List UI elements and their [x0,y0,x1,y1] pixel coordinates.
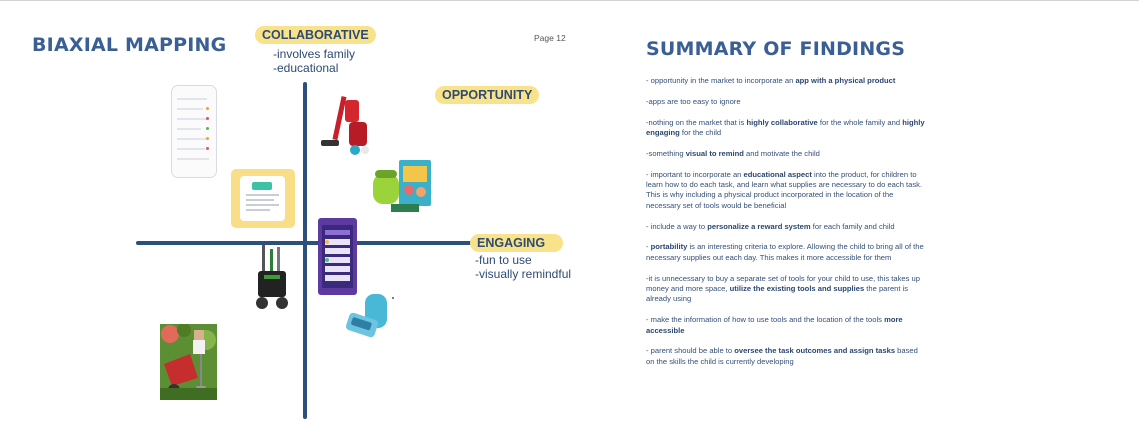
opportunity-label: OPPORTUNITY [435,86,539,104]
blue-device-image [345,294,397,340]
finding-item: - opportunity in the market to incorporate an app with a physical product [646,76,896,85]
garden-tool-cart-image [250,245,292,311]
collaborative-label: COLLABORATIVE [255,26,376,44]
learning-kit-image [369,160,435,217]
collaborative-note-1: -involves family [273,47,356,61]
finding-item: -apps are too easy to ignore [646,96,741,106]
top-border [0,0,1139,1]
engaging-note-1: -fun to use [475,253,532,267]
biaxial-mapping-title: BIAXIAL MAPPING [32,34,227,56]
tablet-app-image [231,169,295,228]
phone-app-image [171,85,217,178]
finding-item: - parent should be able to oversee the task outcomes and assign tasks based on the skills the child is currently developing [646,346,918,366]
engaging-label: ENGAGING [470,234,563,252]
collaborative-note-2: -educational [273,61,339,75]
finding-item: -something visual to remind and motivate the child [646,148,820,158]
engaging-note-2: -visually remindful [475,267,572,281]
page-number: Page 12 [534,33,566,43]
finding-item: - make the information of how to use tools and the location of the tools more accessible [646,315,903,335]
finding-item: - important to incorporate an educational aspect into the product, for children to learn how to do each task, and learn what supplies are necessary to do each task. This is why including a physical product incorporated in the location of the necessary set of tools would be beneficial [646,169,923,210]
finding-item: -nothing on the market that is highly collaborative for the whole family and highly engaging for the child [646,117,925,137]
horizontal-axis [136,241,486,245]
finding-item: - portability is an interesting criteria to explore. Allowing the child to bring all of the necessary supplies out each day. This makes it more accessible for them [646,242,924,262]
finding-item: - include a way to personalize a reward system for each family and child [646,221,895,231]
finding-item: -it is unnecessary to buy a separate set of tools for your child to use, this takes up money and more space, utilize the existing tools and supplies the parent is already using [646,273,920,304]
vertical-axis [303,82,307,419]
summary-title: SUMMARY OF FINDINGS [646,38,906,60]
child-gardening-photo [160,324,217,400]
findings-list [646,76,926,378]
toy-vacuum-image [315,96,375,158]
purple-tablet-image [318,218,357,295]
